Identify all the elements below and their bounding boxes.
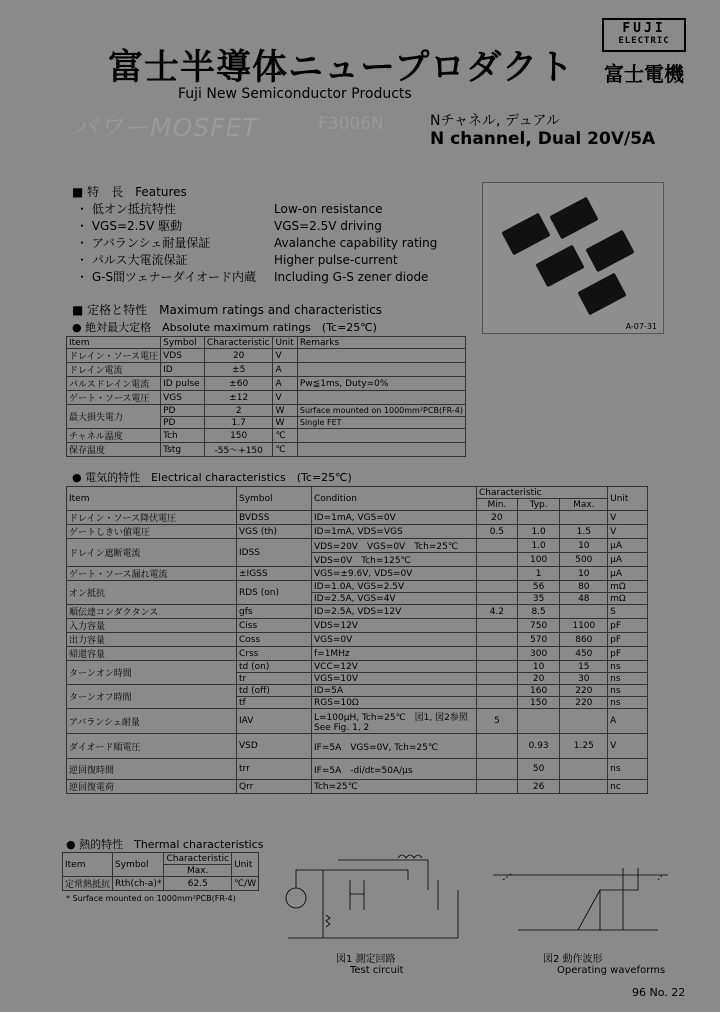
thermal-note: * Surface mounted on 1000mm²PCB(FR-4) bbox=[66, 894, 236, 903]
features-list bbox=[76, 201, 476, 286]
table-row: チャネル温度 Tch 150 ℃ bbox=[67, 429, 466, 443]
table-row: tf RGS=10Ω 150 220 ns bbox=[67, 697, 648, 709]
table-row: ゲート・ソース漏れ電流 ±IGSS VGS=±9.6V, VDS=0V 1 10 μA bbox=[67, 567, 648, 581]
table-row: ターンオン時間 td (on) VCC=12V 10 15 ns bbox=[67, 661, 648, 673]
logo-line2: ELECTRIC bbox=[618, 36, 670, 46]
table-subheader: Min. Typ. Max. bbox=[67, 499, 648, 511]
absolute-ratings-table bbox=[66, 336, 466, 457]
table-row: ドレイン・ソース降伏電圧 BVDSS ID=1mA, VGS=0V 20 V bbox=[67, 511, 648, 525]
table-row: オン抵抗 RDS (on) ID=1.0A, VGS=2.5V 56 80 mΩ bbox=[67, 581, 648, 593]
fig1-caption-jp: 図1 測定回路 bbox=[336, 954, 396, 965]
table-row: ゲート・ソース電圧 VGS ±12 V bbox=[67, 391, 466, 405]
table-row: ID=2.5A, VGS=4V 35 48 mΩ bbox=[67, 593, 648, 605]
table-row: ターンオフ時間 td (off) ID=5A 160 220 ns bbox=[67, 685, 648, 697]
channel-en: N channel, Dual 20V/5A bbox=[430, 129, 656, 149]
photo-number: A-07-31 bbox=[625, 322, 657, 331]
fuji-electric-logo bbox=[602, 18, 686, 87]
chip-image bbox=[549, 197, 598, 240]
product-photo bbox=[482, 182, 664, 334]
electrical-sub: ● 電気的特性 Electrical characteristics (Tc=25℃) bbox=[72, 471, 352, 484]
table-row: 保存温度 Tstg -55～+150 ℃ bbox=[67, 443, 466, 457]
chip-image bbox=[577, 273, 626, 316]
table-row: アバランシェ耐量 IAV L=100μH, Tch=25℃ 図1, 図2参照 See Fig. 1, 2 5 A bbox=[67, 709, 648, 734]
feature-item: ・ G-S間ツェナーダイオード内蔵 Including G-S zener diode bbox=[76, 270, 429, 284]
table-row: 順伝達コンダクタンス gfs ID=2.5A, VDS=12V 4.2 8.5 S bbox=[67, 605, 648, 619]
fig2-caption-jp: 図2 動作波形 bbox=[543, 954, 603, 965]
table-header: Item Symbol Characteristic Unit bbox=[63, 853, 259, 865]
table-header: Item Symbol Characteristic Unit Remarks bbox=[67, 337, 466, 349]
chip-image bbox=[501, 213, 550, 256]
table-row: VDS=0V Tch=125℃ 100 500 μA bbox=[67, 553, 648, 567]
table-row: ドレイン電流 ID ±5 A bbox=[67, 363, 466, 377]
table-row: 逆回復時間 trr IF=5A -di/dt=50A/μs 50 ns bbox=[67, 759, 648, 780]
table-row: ドレイン・ソース電圧 VDS 20 V bbox=[67, 349, 466, 363]
channel-jp: Nチャネル, デュアル bbox=[430, 113, 560, 129]
table-row: ドレイン遮断電流 IDSS VDS=20V VGS=0V Tch=25℃ 1.0 10 μA bbox=[67, 539, 648, 553]
page-number: 96 No. 22 bbox=[632, 986, 686, 999]
feature-item: ・ パルス大電流保証 Higher pulse-current bbox=[76, 253, 398, 267]
thermal-sub: ● 熱的特性 Thermal characteristics bbox=[66, 838, 264, 851]
features-heading: ■ 特 長 Features bbox=[72, 185, 187, 199]
operating-waveforms-diagram bbox=[493, 868, 668, 930]
chip-image bbox=[535, 245, 584, 288]
feature-item: ・ VGS=2.5V 駆動 VGS=2.5V driving bbox=[76, 219, 382, 233]
thermal-table bbox=[62, 852, 259, 891]
fig1-caption-en: Test circuit bbox=[350, 965, 404, 976]
table-row: PD 1.7 W Single FET bbox=[67, 417, 466, 429]
abs-ratings-sub: ● 絶対最大定格 Absolute maximum ratings (Tc=25℃) bbox=[72, 321, 377, 334]
table-row: 入力容量 Ciss VDS=12V 750 1100 pF bbox=[67, 619, 648, 633]
feature-item: ・ アバランシェ耐量保証 Avalanche capability rating bbox=[76, 236, 438, 250]
title-en: Fuji New Semiconductor Products bbox=[178, 86, 412, 102]
electrical-table bbox=[66, 486, 648, 794]
table-header: Item Symbol Condition Characteristic Unit bbox=[67, 487, 648, 499]
table-row: 帰還容量 Crss f=1MHz 300 450 pF bbox=[67, 647, 648, 661]
logo-line1: FUJI bbox=[622, 21, 666, 36]
logo-jp: 富士電機 bbox=[604, 62, 684, 86]
table-row: 定常熱抵抗 Rth(ch-a)* 62.5 ℃/W bbox=[63, 877, 259, 891]
table-subheader: Max. bbox=[63, 865, 259, 877]
table-row: 出力容量 Coss VGS=0V 570 860 pF bbox=[67, 633, 648, 647]
ratings-heading: ■ 定格と特性 Maximum ratings and characteristics bbox=[72, 303, 383, 317]
product-name: パワーMOSFET bbox=[72, 113, 259, 142]
test-circuit-diagram bbox=[286, 855, 458, 938]
title-jp: 富士半導体ニュープロダクト bbox=[108, 48, 575, 88]
fig2-caption-en: Operating waveforms bbox=[557, 965, 666, 976]
table-row: tr VGS=10V 20 30 ns bbox=[67, 673, 648, 685]
table-row: 逆回復電荷 Qrr Tch=25℃ 26 nc bbox=[67, 780, 648, 794]
table-row: 最大損失電力 PD 2 W Surface mounted on 1000mm²PCB(FR-4) bbox=[67, 405, 466, 417]
test-circuit-and-waveforms-figure bbox=[278, 850, 678, 950]
feature-item: ・ 低オン抵抗特性 Low-on resistance bbox=[76, 202, 383, 216]
chip-image bbox=[585, 230, 634, 273]
table-row: ダイオード順電圧 VSD IF=5A VGS=0V, Tch=25℃ 0.93 1.25 V bbox=[67, 734, 648, 759]
table-row: ゲートしきい値電圧 VGS (th) ID=1mA, VDS=VGS 0.5 1.0 1.5 V bbox=[67, 525, 648, 539]
table-row: パルスドレイン電流 ID pulse ±60 A Pw≦1ms, Duty=0% bbox=[67, 377, 466, 391]
part-number: F3006N bbox=[318, 114, 384, 134]
